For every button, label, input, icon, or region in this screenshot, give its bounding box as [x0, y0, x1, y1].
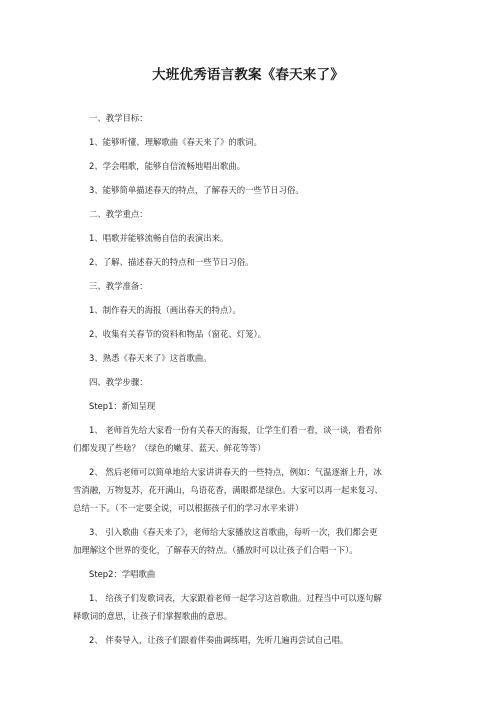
paragraph-2-line-3: 总结一下。（不一定要全说，可以根据孩子们的学习水平来讲） — [73, 503, 304, 513]
section-heading-steps: 四、教学步骤： — [89, 377, 148, 387]
step2-heading: Step2：学唱歌曲 — [89, 569, 156, 579]
section-heading-focus: 二、教学重点： — [89, 209, 148, 219]
paragraph-1-line-2: 们都发现了些啥？（绿色的嫩芽、蓝天、鲜花等等） — [73, 443, 266, 453]
goal-item-1: 1、能够听懂、理解歌曲《春天来了》的歌词。 — [89, 137, 262, 147]
prep-item-3: 3、熟悉《春天来了》这首歌曲。 — [89, 353, 212, 363]
paragraph-4-line-1: 1、 给孩子们发歌词表，大家跟着老师一起学习这首歌曲。过程当中可以逐句解 — [89, 593, 382, 603]
goal-item-2: 2、学会唱歌，能够自信流畅地唱出歌曲。 — [89, 161, 246, 171]
paragraph-2-line-1: 2、 然后老师可以简单地给大家讲讲春天的一些特点，例如：气温逐渐上升，冰 — [89, 467, 382, 477]
focus-item-2: 2、了解、描述春天的特点和一些节日习俗。 — [89, 257, 254, 267]
paragraph-2-line-2: 雪消融，万物复苏，花开满山，鸟语花香，满眼都是绿色。大家可以再一起来复习、 — [73, 485, 383, 495]
step1-heading: Step1：新知呈现 — [89, 401, 156, 411]
paragraph-3-line-1: 3、 引入歌曲《春天来了》，老师给大家播放这首歌曲，每听一次，我们都会更 — [89, 527, 378, 537]
paragraph-1-line-1: 1、 老师首先给大家看一份有关春天的海报，让学生们看一看，谈一谈，看看你 — [89, 425, 382, 435]
prep-item-1: 1、制作春天的海报（画出春天的特点）。 — [89, 305, 241, 315]
paragraph-5-line-1: 2、 伴奏导入，让孩子们跟着伴奏曲调练唱，先听几遍再尝试自己唱。 — [89, 635, 349, 645]
section-heading-preparation: 三、教学准备： — [89, 281, 148, 291]
goal-item-3: 3、能够简单描述春天的特点，了解春天的一些节日习俗。 — [89, 185, 304, 195]
focus-item-1: 1、唱歌并能够流畅自信的表演出来。 — [89, 233, 229, 243]
paragraph-3-line-2: 加理解这个世界的变化，了解春天的特点。（播放时可以让孩子们合唱一下）。 — [73, 545, 358, 555]
prep-item-2: 2、收集有关春节的资料和物品（窗花、灯笼）。 — [89, 329, 267, 339]
section-heading-goals: 一、教学目标： — [89, 113, 148, 123]
paragraph-4-line-2: 释歌词的意思，让孩子们掌握歌曲的意思。 — [73, 611, 233, 621]
document-title: 大班优秀语言教案《春天来了》 — [152, 67, 344, 83]
